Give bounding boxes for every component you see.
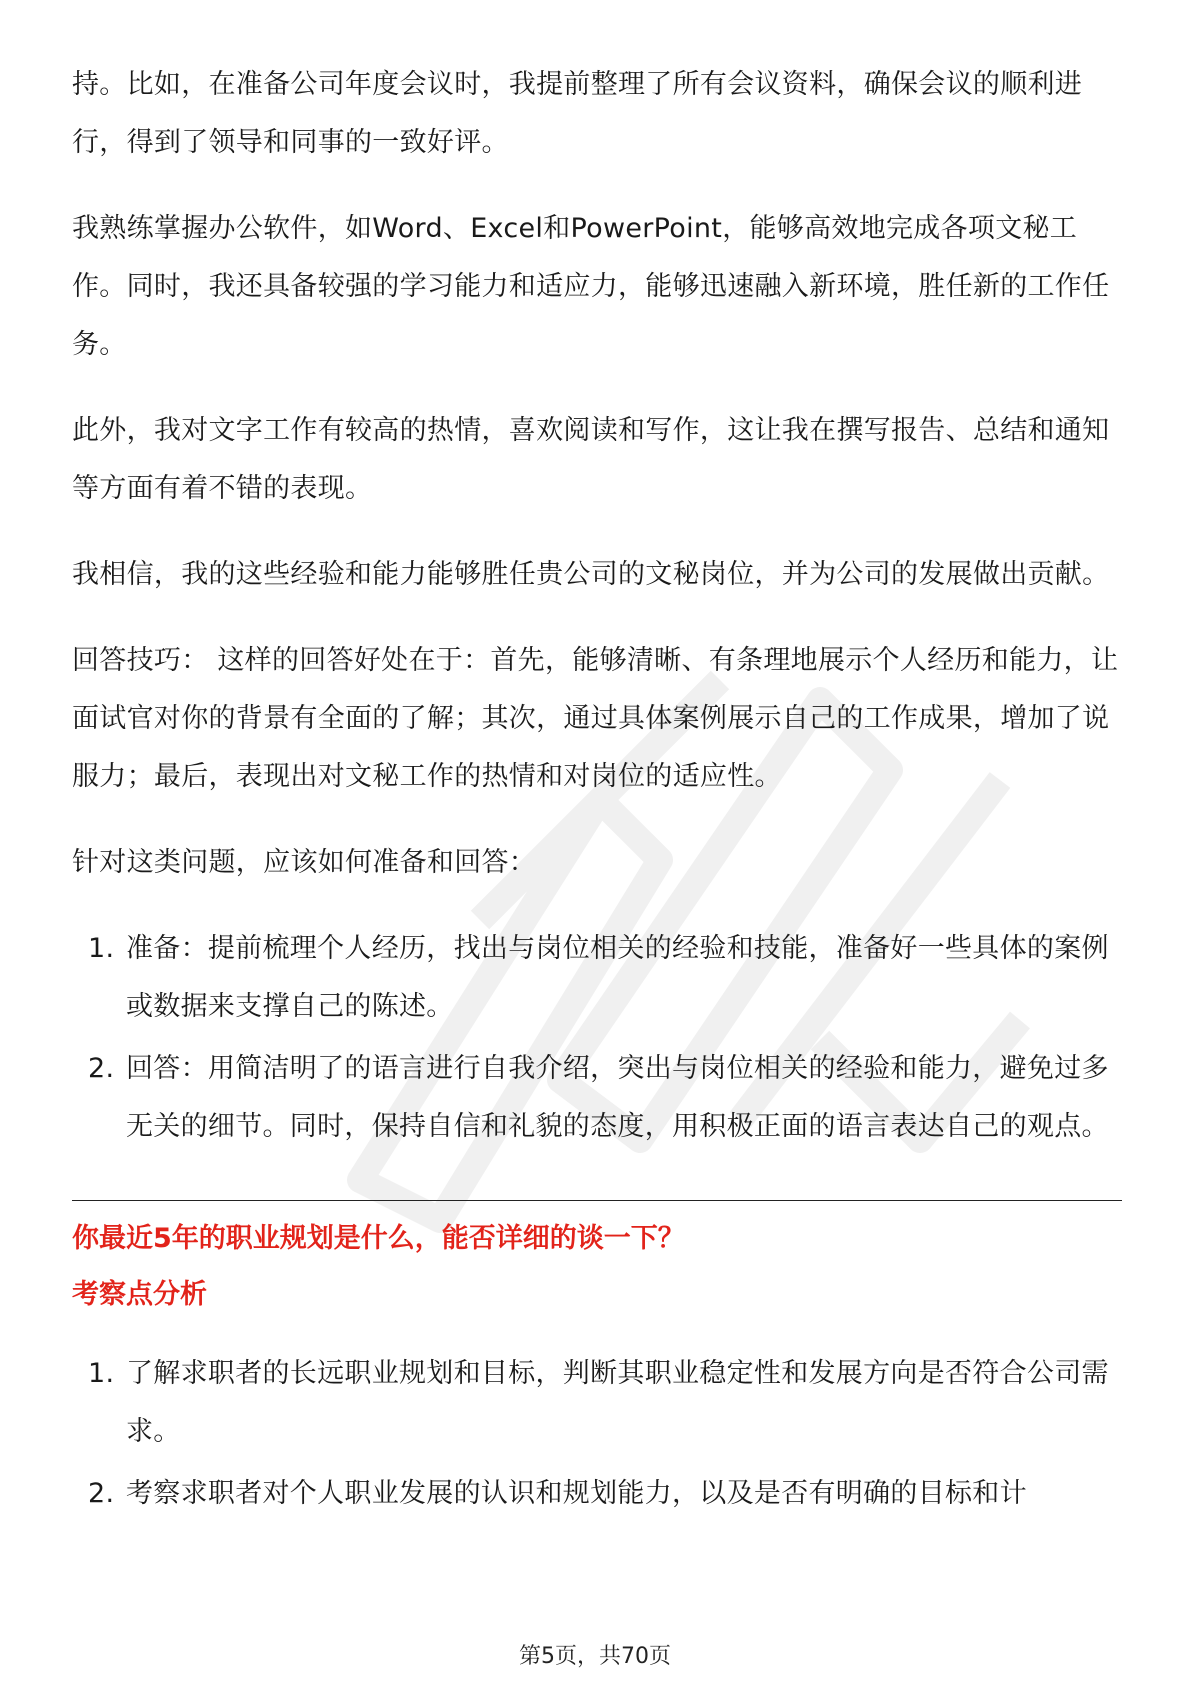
document-body: [72, 56, 1122, 1551]
list-number: 1.: [88, 933, 115, 964]
how-to-prepare-intro: 针对这类问题，应该如何准备和回答：: [72, 847, 537, 878]
list-text: 准备：提前梳理个人经历，找出与岗位相关的经验和技能，准备好一些具体的案例或数据来支撑自己的陈述。: [126, 933, 1109, 1022]
analysis-list: [72, 1345, 1122, 1523]
list-number: 2.: [88, 1478, 115, 1509]
list-item: [72, 920, 1122, 1036]
paragraph-3: 此外，我对文字工作有较高的热情，喜欢阅读和写作，这让我在撰写报告、总结和通知等方面有着不错的表现。: [72, 415, 1110, 504]
question-heading: 你最近5年的职业规划是什么，能否详细的谈一下？: [72, 1223, 685, 1254]
list-item: [72, 1345, 1122, 1461]
section-divider: [72, 1200, 1122, 1201]
list-item: [72, 1465, 1122, 1523]
list-item: [72, 1040, 1122, 1156]
prep-list: [72, 920, 1122, 1156]
list-number: 2.: [88, 1053, 115, 1084]
list-text: 回答：用简洁明了的语言进行自我介绍，突出与岗位相关的经验和能力，避免过多无关的细节。同时，保持自信和礼貌的态度，用积极正面的语言表达自己的观点。: [126, 1053, 1109, 1142]
list-text: 考察求职者对个人职业发展的认识和规划能力，以及是否有明确的目标和计: [126, 1478, 1027, 1509]
list-text: 了解求职者的长远职业规划和目标，判断其职业稳定性和发展方向是否符合公司需求。: [126, 1358, 1109, 1447]
paragraph-2: 我熟练掌握办公软件，如Word、Excel和PowerPoint，能够高效地完成各项文秘工作。同时，我还具备较强的学习能力和适应力，能够迅速融入新环境，胜任新的工作任务。: [72, 213, 1110, 360]
paragraph-4: 我相信，我的这些经验和能力能够胜任贵公司的文秘岗位，并为公司的发展做出贡献。: [72, 559, 1110, 590]
list-number: 1.: [88, 1358, 115, 1389]
paragraph-1: 持。比如，在准备公司年度会议时，我提前整理了所有会议资料，确保会议的顺利进行，得到了领导和同事的一致好评。: [72, 69, 1083, 158]
page-footer: 第5页，共70页: [519, 1644, 671, 1669]
analysis-heading: 考察点分析: [72, 1279, 207, 1310]
answer-tips-paragraph: 回答技巧： 这样的回答好处在于：首先，能够清晰、有条理地展示个人经历和能力，让面试官对你的背景有全面的了解；其次，通过具体案例展示自己的工作成果，增加了说服力；最后，表现出对文秘工作的热情和对岗位的适应性。: [72, 645, 1119, 792]
